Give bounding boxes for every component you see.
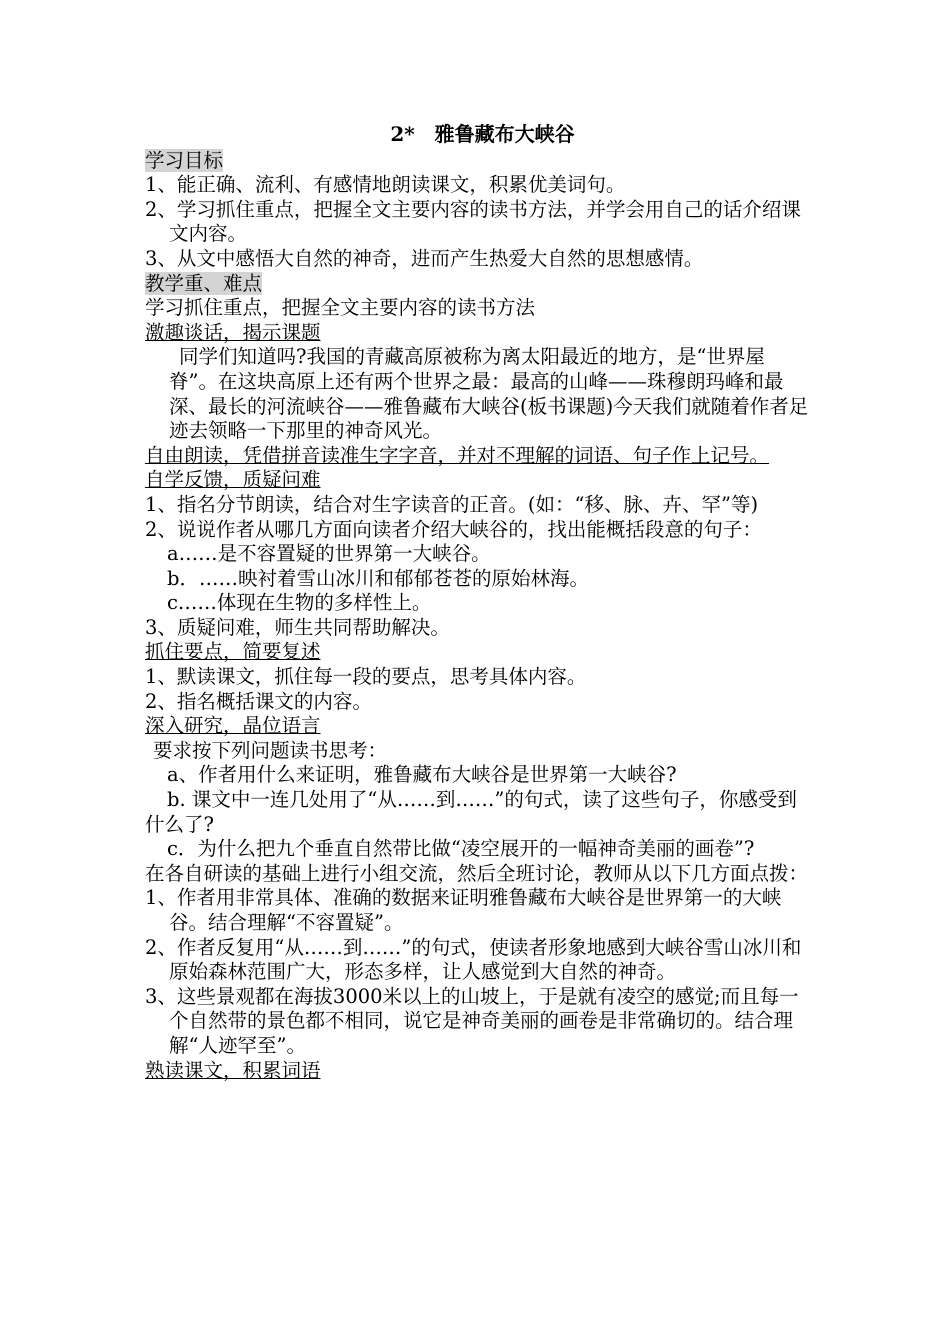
study-question: a、作者用什么来证明，雅鲁藏布大峡谷是世界第一大峡谷? — [167, 763, 677, 787]
study-question: b. 课文中一连几处用了“从……到……”的句式，读了这些句子，你感受到什么了? — [145, 788, 797, 836]
goal-item: 2、学习抓住重点，把握全文主要内容的读书方法，并学会用自己的话介绍课文内容。 — [145, 197, 801, 246]
feedback-sub-item: b．……映衬着雪山冰川和郁郁苍苍的原始林海。 — [167, 566, 589, 590]
section-heading-goals: 学习目标 — [145, 148, 224, 172]
study-question: c．为什么把九个垂直自然带比做“凌空展开的一幅神奇美丽的画卷”? — [167, 837, 755, 861]
goal-item: 3、从文中感悟大自然的神奇，进而产生热爱大自然的思想感情。 — [145, 246, 704, 270]
section-heading-focus: 教学重、难点 — [145, 271, 263, 295]
focus-text: 学习抓住重点，把握全文主要内容的读书方法 — [145, 296, 536, 320]
summary-item: 1、默读课文，抓住每一段的要点，思考具体内容。 — [145, 665, 587, 689]
goal-item: 1、能正确、流利、有感情地朗读课文，积累优美词句。 — [145, 173, 626, 197]
document-body — [145, 122, 810, 1083]
study-discuss: 在各自研读的基础上进行小组交流，然后全班讨论，教师从以下几方面点拨： — [145, 861, 809, 885]
section-heading-reading: 自由朗读，凭借拼音读准生字字音，并对不理解的词语、句子作上记号。 — [145, 443, 770, 467]
section-heading-feedback: 自学反馈，质疑问难 — [145, 468, 321, 492]
intro-paragraph: 同学们知道吗?我国的青藏高原被称为离太阳最近的地方，是“世界屋脊”。在这块高原上还有两个世界之最：最高的山峰——珠穆朗玛峰和最深、最长的河流峡谷——雅鲁藏布大峡谷(板书课题)今天我们就随着作者足迹去领略一下那里的神奇风光。 — [169, 345, 809, 443]
feedback-item: 2、说说作者从哪几方面向读者介绍大峡谷的，找出能概括段意的句子： — [145, 517, 762, 541]
summary-item: 2、指名概括课文的内容。 — [145, 689, 372, 713]
study-point: 3、这些景观都在海拔3000米以上的山坡上，于是就有凌空的感觉;而且每一个自然带的景色都不相同，说它是神奇美丽的画卷是非常确切的。结合理解“人迹罕至”。 — [145, 984, 799, 1057]
section-heading-final: 熟读课文，积累词语 — [145, 1058, 321, 1082]
section-heading-summary: 抓住要点，简要复述 — [145, 640, 321, 664]
feedback-sub-item: a……是不容置疑的世界第一大峡谷。 — [167, 542, 491, 566]
section-heading-intro: 激趣谈话，揭示课题 — [145, 320, 321, 344]
section-heading-study: 深入研究，晶位语言 — [145, 714, 321, 738]
feedback-sub-item: c……体现在生物的多样性上。 — [167, 591, 432, 615]
study-lead: 要求按下列问题读书思考： — [153, 738, 388, 762]
feedback-item: 3、质疑问难，师生共同帮助解决。 — [145, 615, 450, 639]
feedback-item: 1、指名分节朗读，结合对生字读音的正音。(如：“移、脉、卉、罕”等) — [145, 492, 759, 516]
study-point: 1、作者用非常具体、准确的数据来证明雅鲁藏布大峡谷是世界第一的大峡谷。结合理解“不容置疑”。 — [145, 886, 782, 934]
page-title: 2* 雅鲁藏布大峡谷 — [390, 122, 575, 146]
study-point: 2、作者反复用“从……到……”的句式，使读者形象地感到大峡谷雪山冰川和原始森林范围广大，形态多样，让人感觉到大自然的神奇。 — [145, 935, 802, 984]
